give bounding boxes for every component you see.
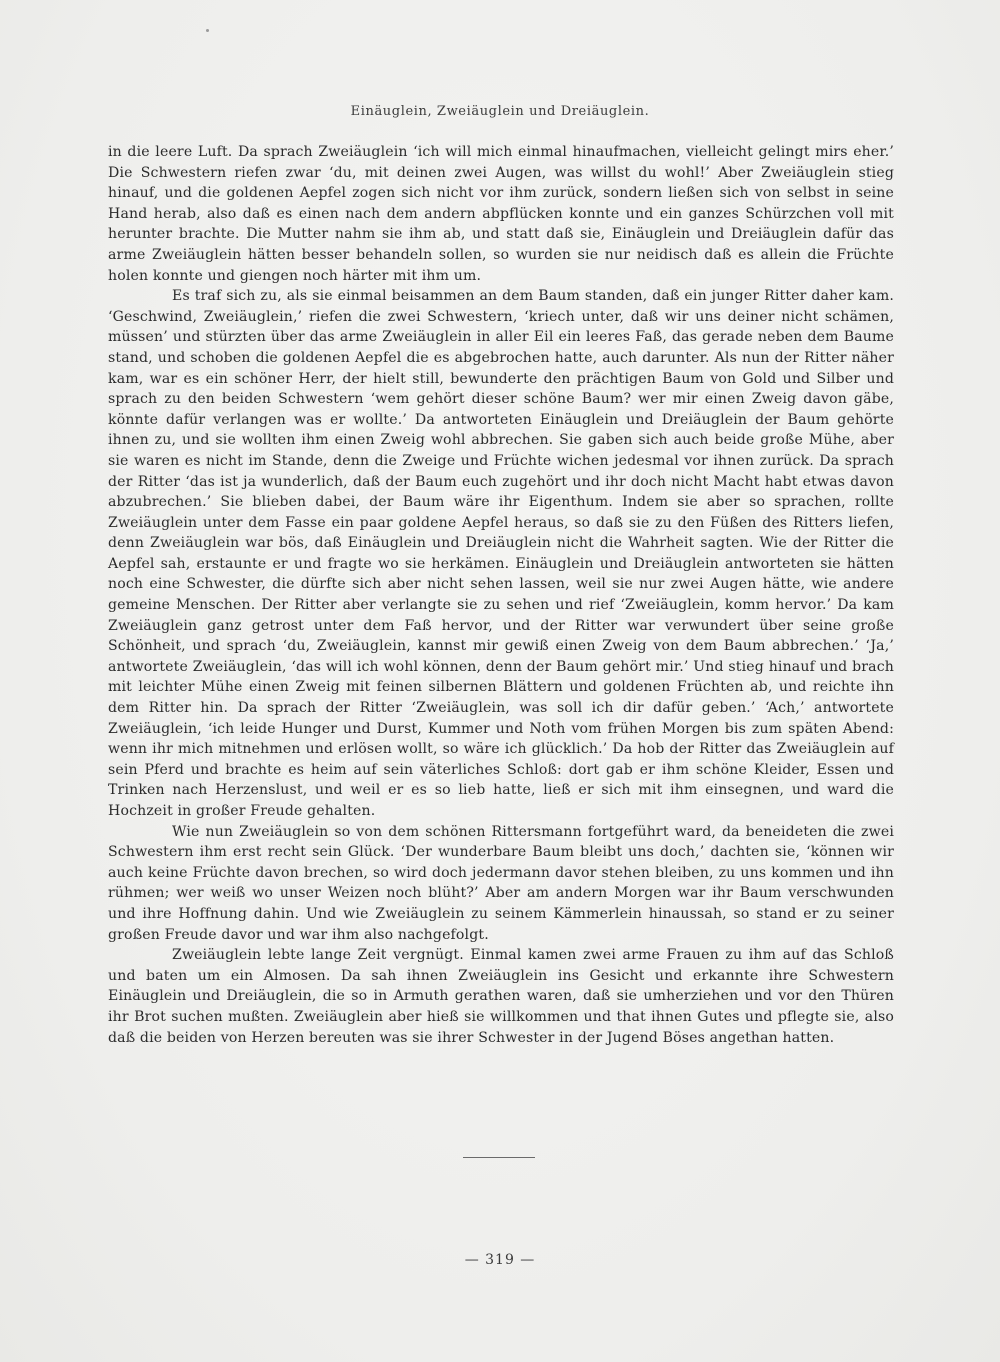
paragraph: Wie nun Zweiäuglein so von dem schönen Rittersmann fortgeführt ward, da beneideten die zwei Schwestern ihm erst recht sein Glück. ‘Der wunderbare Baum bleibt uns doch,’ dachten sie, ‘können wir auch keine Früchte davon brechen, so wird doch jedermann davor stehen bleiben, zu uns kommen und ihn rühmen; wer weiß wo unser Weizen noch blüht?’ Aber am andern Morgen war ihr Baum verschwunden und ihre Hoffnung dahin. Und wie Zweiäuglein zu seinem Kämmerlein hinaussah, so stand er zu seiner großen Freude davor und war ihm also nachgefolgt. bbox=[108, 823, 894, 943]
paragraph: Zweiäuglein lebte lange Zeit vergnügt. Einmal kamen zwei arme Frauen zu ihm auf das Schloß und baten um ein Almosen. Da sah ihnen Zweiäuglein ins Gesicht und erkannte ihre Schwestern Einäuglein und Dreiäuglein, die so in Armuth gerathen waren, daß sie umherziehen und vor den Thüren ihr Brot suchen mußten. Zweiäuglein aber hieß sie willkommen und that ihnen Gutes und pflegte sie, also daß die beiden von Herzen bereuten was sie ihrer Schwester in der Jugend Böses angethan hatten. bbox=[108, 947, 894, 1046]
running-head: Einäuglein, Zweiäuglein und Dreiäuglein. bbox=[350, 104, 650, 119]
paper-speck bbox=[206, 29, 209, 32]
paragraph: in die leere Luft. Da sprach Zweiäuglein ‘ich will mich einmal hinaufmachen, vielleicht gelingt mirs eher.’ Die Schwestern riefen zwar ‘du, mit deinen zwei Augen, was willst du wohl!’ Aber Zweiäuglein stieg hinauf, und die goldenen Aepfel zogen sich nicht vor ihm zurück, sondern ließen sich von selbst in seine Hand herab, also daß es einen nach dem andern abpflücken konnte und ein ganzes Schürzchen voll mit herunter brachte. Die Mutter nahm sie ihm ab, und statt daß sie, Einäuglein und Dreiäuglein dafür das arme Zweiäuglein hätten besser behandeln sollen, so wurden sie nur neidisch daß es allein die Früchte holen konnte und giengen noch härter mit ihm um. bbox=[108, 144, 894, 284]
story-text bbox=[108, 142, 894, 1048]
page-number: — 319 — bbox=[464, 1252, 536, 1268]
section-end-rule bbox=[463, 1157, 535, 1158]
paragraph: Es traf sich zu, als sie einmal beisammen an dem Baum standen, daß ein junger Ritter daher kam. ‘Geschwind, Zweiäuglein,’ riefen die zwei Schwestern, ‘kriech unter, daß wir uns deiner nicht schämen, müssen’ und stürzten über das arme Zweiäuglein in aller Eil ein leeres Faß, das gerade neben dem Baume stand, und schoben die goldenen Aepfel die es abgebrochen hatte, auch darunter. Als nun der Ritter näher kam, war es ein schöner Herr, der hielt still, bewunderte den prächtigen Baum von Gold und Silber und sprach zu den beiden Schwestern ‘wem gehört dieser schöne Baum? wer mir einen Zweig davon gäbe, könnte dafür verlangen was er wollte.’ Da antworteten Einäuglein und Dreiäuglein der Baum gehörte ihnen zu, und sie wollten ihm einen Zweig wohl abbrechen. Sie gaben sich auch beide große Mühe, aber sie waren es nicht im Stande, denn die Zweige und Früchte wichen jedesmal vor ihnen zurück. Da sprach der Ritter ‘das ist ja wunderlich, daß der Baum euch zugehört und ihr doch nicht Macht habt etwas davon abzubrechen.’ Sie blieben dabei, der Baum wäre ihr Eigenthum. Indem sie aber so sprachen, rollte Zweiäuglein unter dem Fasse ein paar goldene Aepfel heraus, so daß sie zu den Füßen des Ritters liefen, denn Zweiäuglein war bös, daß Einäuglein und Dreiäuglein nicht die Wahrheit sagten. Wie der Ritter die Aepfel sah, erstaunte er und fragte wo sie herkämen. Einäuglein und Dreiäuglein antworteten sie hätten noch eine Schwester, die dürfte sich aber nicht sehen lassen, weil sie nur zwei Augen hätte, wie andere gemeine Menschen. Der Ritter aber verlangte sie zu sehen und rief ‘Zweiäuglein, komm hervor.’ Da kam Zweiäuglein ganz getrost unter dem Faß hervor, und der Ritter war verwundert über seine große Schönheit, und sprach ‘du, Zweiäuglein, kannst mir gewiß einen Zweig von dem Baum abbrechen.’ ‘Ja,’ antwortete Zweiäuglein, ‘das will ich wohl können, denn der Baum gehört mir.’ Und stieg hinauf und brach mit leichter Mühe einen Zweig mit feinen silbernen Blättern und goldenen Früchten ab, und reichte ihn dem Ritter hin. Da sprach der Ritter ‘Zweiäuglein, was soll ich dir dafür geben.’ ‘Ach,’ antwortete Zweiäuglein, ‘ich leide Hunger und Durst, Kummer und Noth vom frühen Morgen bis zum späten Abend: wenn ihr mich mitnehmen und erlösen wollt, so wäre ich glücklich.’ Da hob der Ritter das Zweiäuglein auf sein Pferd und brachte es heim auf sein väterliches Schloß: dort gab er ihm schöne Kleider, Essen und Trinken nach Herzenslust, und weil er es so lieb hatte, ließ er sich mit ihm einsegnen, und ward die Hochzeit in großer Freude gehalten. bbox=[108, 288, 894, 819]
